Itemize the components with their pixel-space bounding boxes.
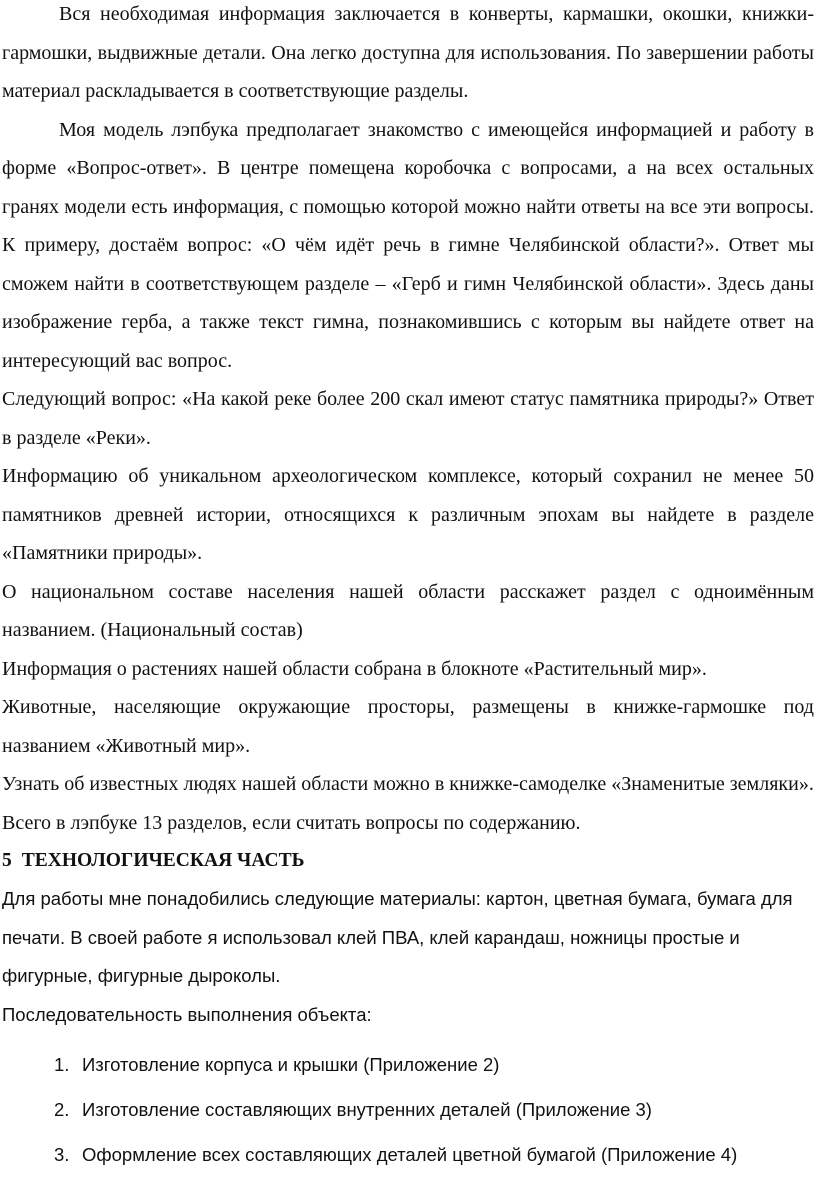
paragraph-plants: Информация о растениях нашей области собрана в блокноте «Растительный мир». bbox=[2, 657, 707, 680]
list-item bbox=[2, 1087, 814, 1132]
paragraph-sections-count: Всего в лэпбуке 13 разделов, если считать вопросы по содержанию. bbox=[2, 811, 581, 834]
list-item-number: 2. bbox=[54, 1098, 70, 1120]
list-item-text: Оформление всех составляющих деталей цветной бумагой (Приложение 4) bbox=[82, 1143, 738, 1165]
list-item bbox=[2, 1042, 814, 1087]
paragraph-nationality: О национальном составе населения нашей области расскажет раздел с одноимённым названием. (Национальный состав) bbox=[2, 580, 814, 641]
paragraph-materials: Для работы мне понадобились следующие материалы: картон, цветная бумага, бумага для печати. В своей работе я использовал клей ПВА, клей карандаш, ножницы простые и фигурные, фигурные дыроколы. bbox=[2, 888, 793, 986]
list-item-number: 1. bbox=[54, 1053, 70, 1075]
section-title: ТЕХНОЛОГИЧЕСКАЯ ЧАСТЬ bbox=[21, 850, 305, 871]
paragraph-famous-people: Узнать об известных людях нашей области можно в книжке-самоделке «Знаменитые земляки». bbox=[2, 773, 814, 795]
paragraph-animals: Животные, населяющие окружающие просторы, размещены в книжке-гармошке под названием «Животный мир». bbox=[2, 696, 814, 757]
paragraph-sequence-intro: Последовательность выполнения объекта: bbox=[2, 1003, 372, 1025]
list-item-text: Изготовление составляющих внутренних деталей (Приложение 3) bbox=[82, 1098, 652, 1120]
steps-list bbox=[2, 1042, 814, 1177]
paragraph-intro: Вся необходимая информация заключается в конверты, кармашки, окошки, книжки-гармошки, выдвижные детали. Она легко доступна для использования. По завершении работы материал раскладывается в соответствующие разделы. bbox=[2, 3, 814, 102]
paragraph-rivers-question: Следующий вопрос: «На какой реке более 200 скал имеют статус памятника природы?» Ответ в разделе «Реки». bbox=[2, 388, 814, 449]
list-item-text: Изготовление корпуса и крышки (Приложение 2) bbox=[82, 1053, 500, 1075]
paragraph-model-description: Моя модель лэпбука предполагает знакомство с имеющейся информацией и работу в форме «Вопрос-ответ». В центре помещена коробочка с вопросами, а на всех остальных гранях модели есть информация, с помощью которой можно найти ответы на все эти вопросы. К примеру, достаём вопрос: «О чём идёт речь в гимне Челябинской области?». Ответ мы сможем найти в соответствующем разделе – «Герб и гимн Челябинской области». Здесь даны изображение герба, а также текст гимна, познакомившись с которым вы найдете ответ на интересующий вас вопрос. bbox=[2, 118, 814, 372]
paragraph-archaeology: Информацию об уникальном археологическом комплексе, который сохранил не менее 50 памятников древней истории, относящихся к различным эпохам вы найдете в разделе «Памятники природы». bbox=[2, 465, 814, 564]
list-item bbox=[2, 1132, 814, 1177]
list-item-number: 3. bbox=[54, 1143, 70, 1165]
section-number: 5 bbox=[2, 850, 12, 871]
section-heading bbox=[2, 842, 814, 880]
